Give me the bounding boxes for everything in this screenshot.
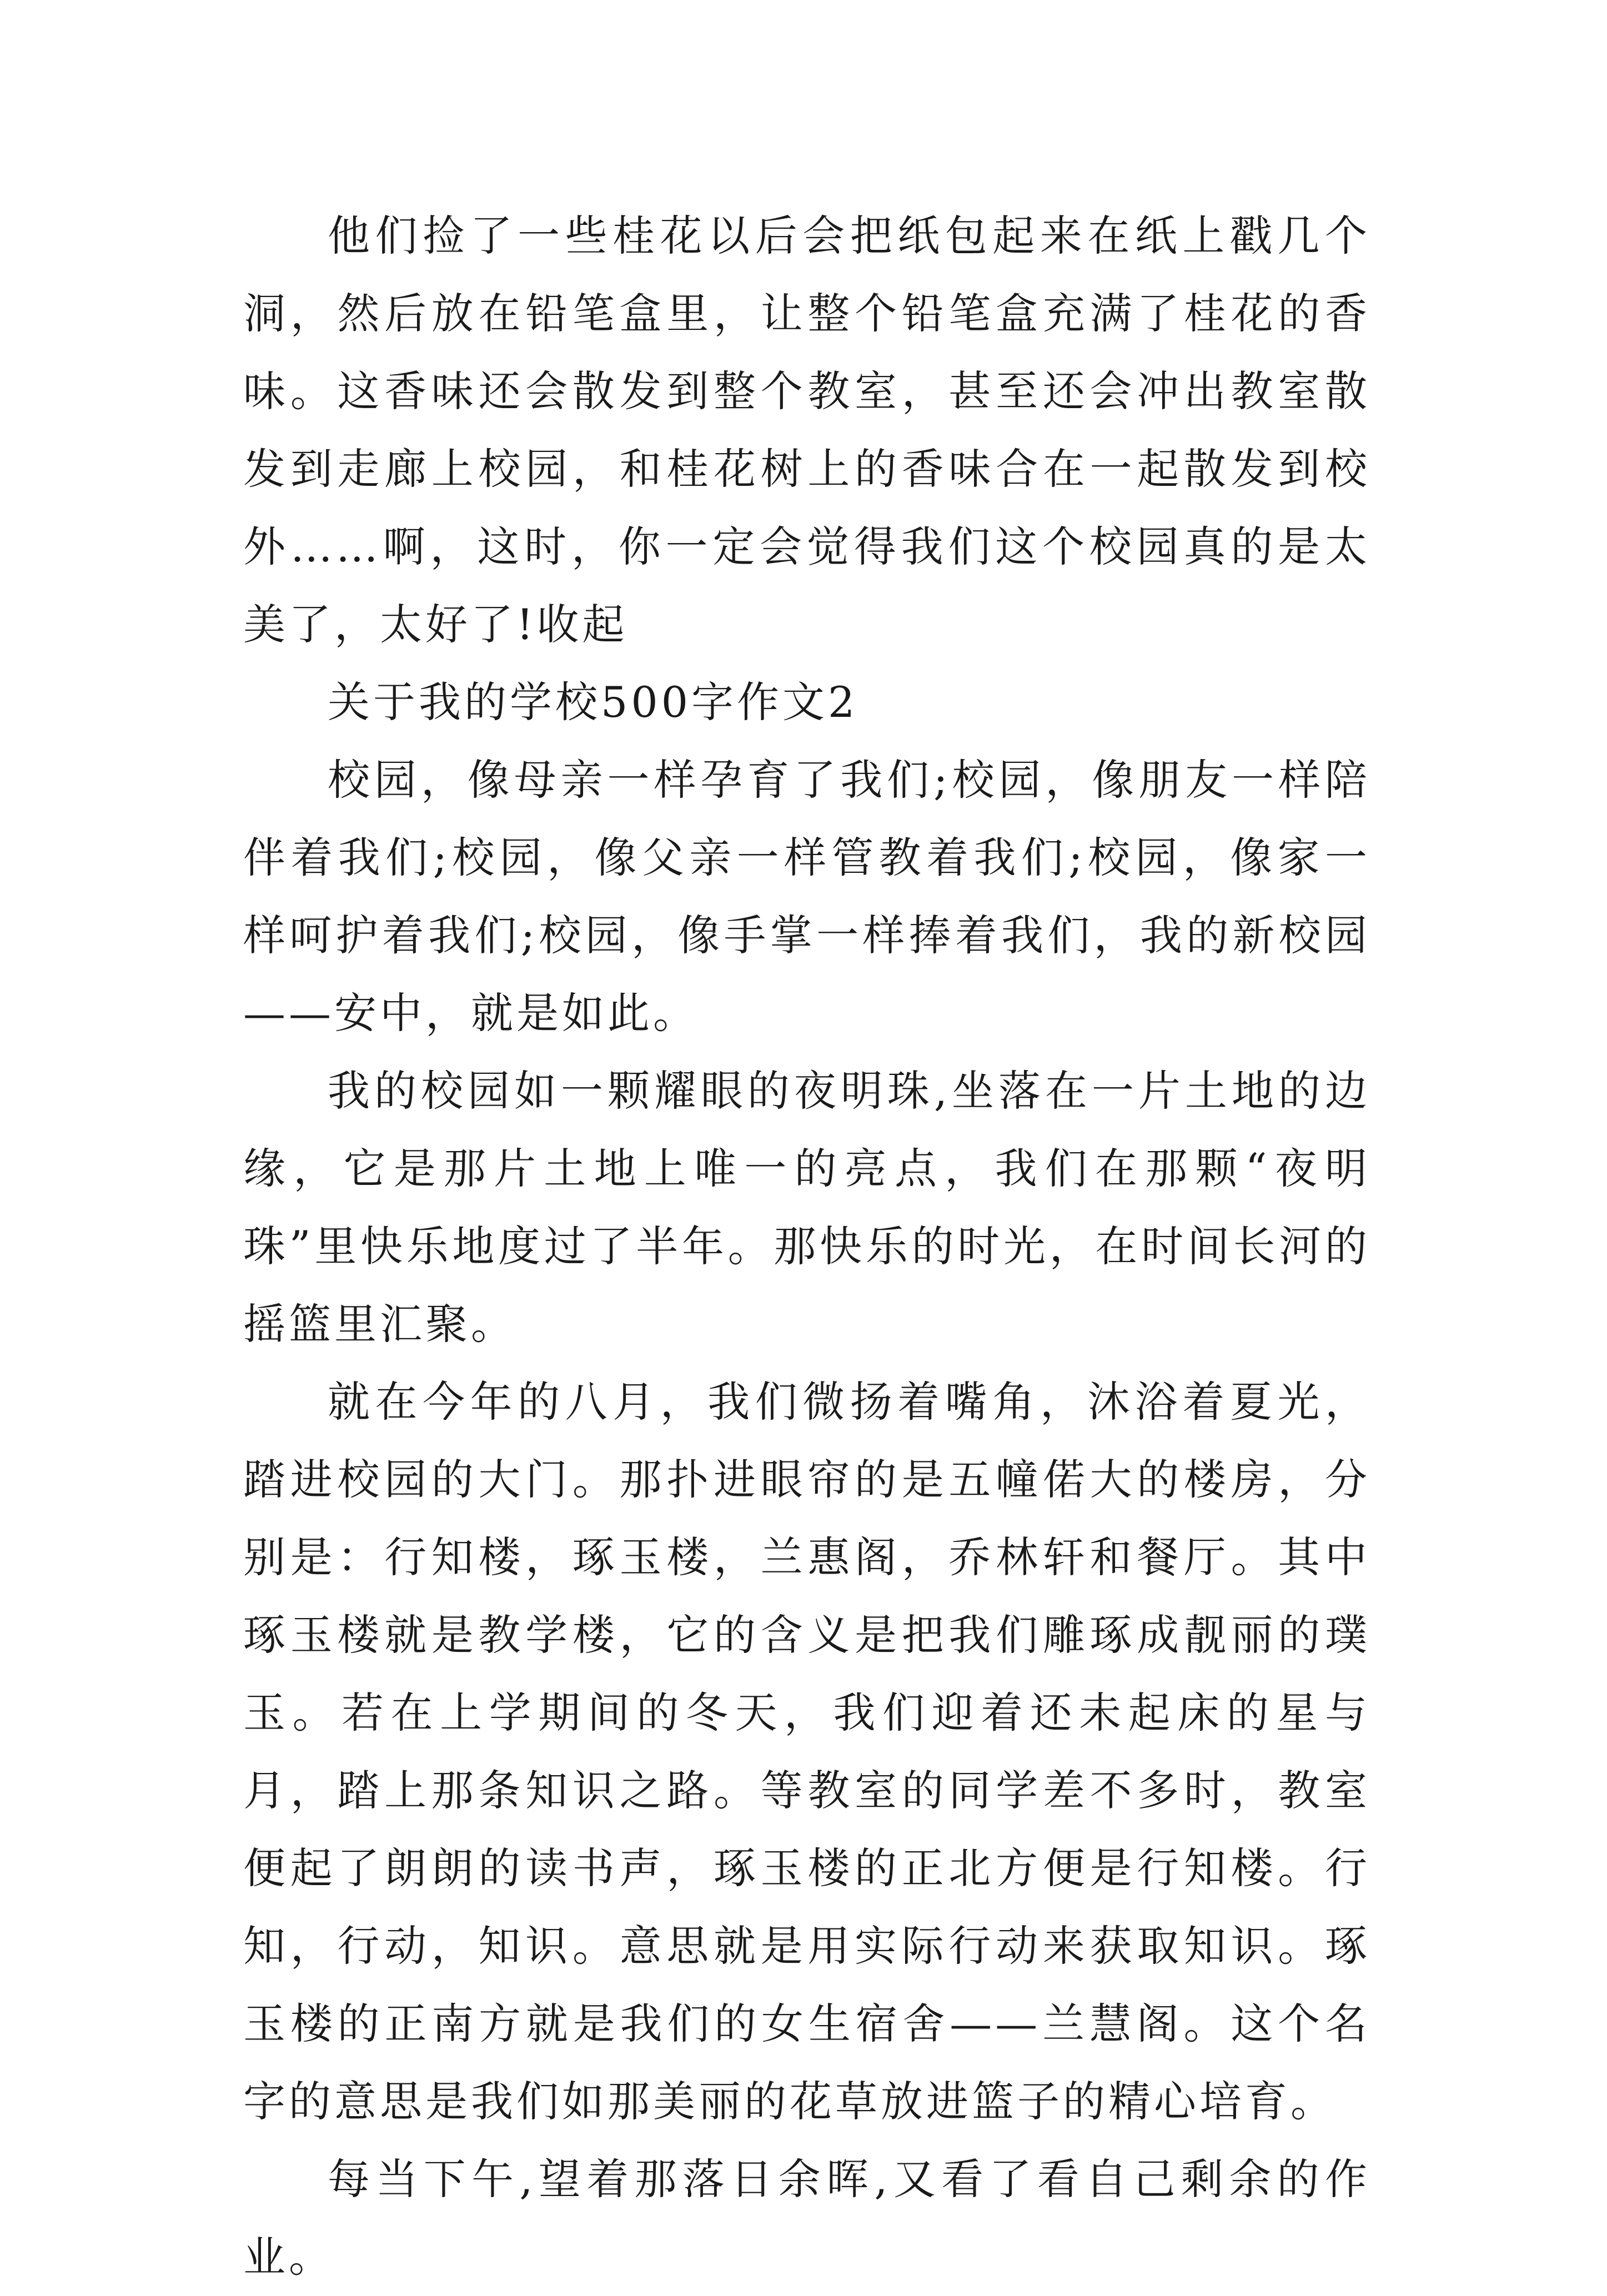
essay-heading: 关于我的学校500字作文2 — [328, 677, 858, 727]
paragraph-night-pearl: 我的校园如一颗耀眼的夜明珠,坐落在一片土地的边缘，它是那片土地上唯一的亮点，我们在那颗“夜明珠”里快乐地度过了半年。那快乐的时光，在时间长河的摇篮里汇聚。 — [243, 1066, 1370, 1349]
paragraph-afternoon: 每当下午,望着那落日余晖,又看了看自己剩余的作业。 — [243, 2154, 1370, 2282]
document-body — [243, 197, 1370, 2296]
paragraph-osmanthus: 他们捡了一些桂花以后会把纸包起来在纸上戳几个洞，然后放在铅笔盒里，让整个铅笔盒充满了桂花的香味。这香味还会散发到整个教室，甚至还会冲出教室散发到走廊上校园，和桂花树上的香味合在一起散发到校外……啊，这时，你一定会觉得我们这个校园真的是太美了，太好了!收起 — [243, 211, 1370, 649]
paragraph-buildings: 就在今年的八月，我们微扬着嘴角，沐浴着夏光，踏进校园的大门。那扑进眼帘的是五幢偌大的楼房，分别是：行知楼，琢玉楼，兰惠阁，乔林轩和餐厅。其中琢玉楼就是教学楼，它的含义是把我们雕琢成靓丽的璞玉。若在上学期间的冬天，我们迎着还未起床的星与月，踏上那条知识之路。等教室的同学差不多时，教室便起了朗朗的读书声，琢玉楼的正北方便是行知楼。行知，行动，知识。意思就是用实际行动来获取知识。琢玉楼的正南方就是我们的女生宿舍——兰慧阁。这个名字的意思是我们如那美丽的花草放进篮子的精心培育。 — [243, 1377, 1370, 2126]
paragraph-campus-intro: 校园，像母亲一样孕育了我们;校园，像朋友一样陪伴着我们;校园，像父亲一样管教着我们;校园，像家一样呵护着我们;校园，像手掌一样捧着我们，我的新校园——安中，就是如此。 — [243, 755, 1370, 1038]
